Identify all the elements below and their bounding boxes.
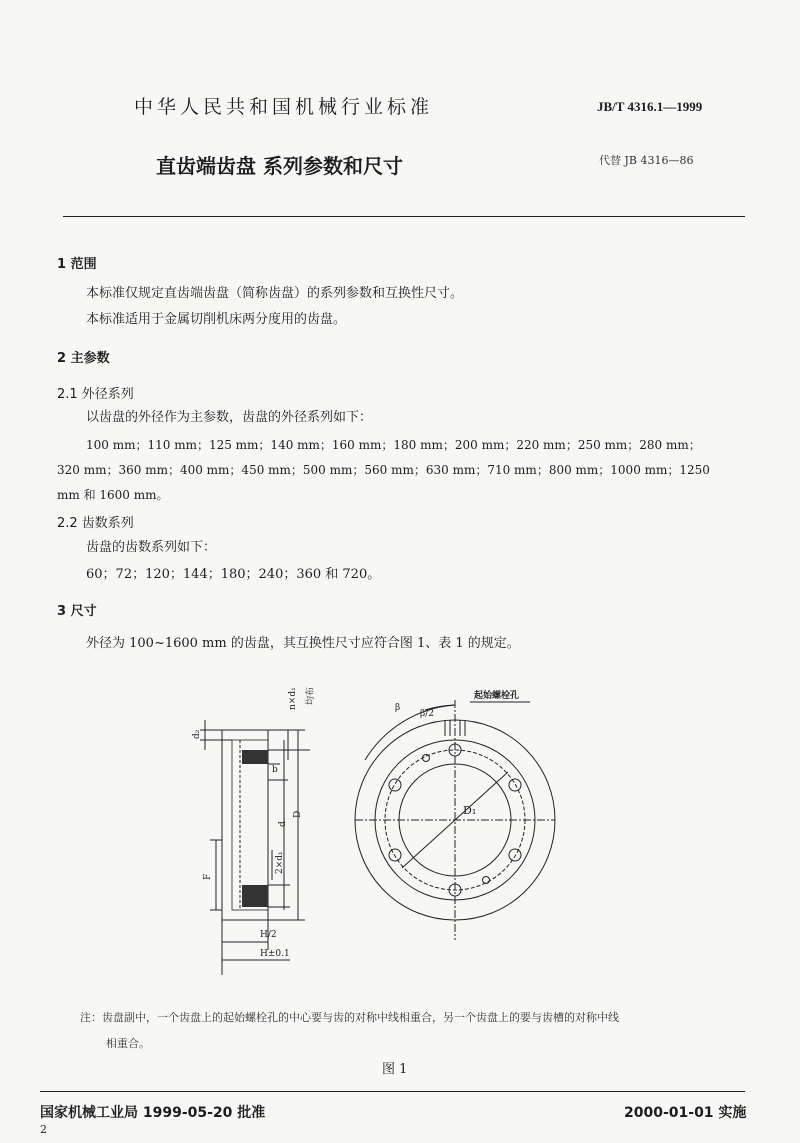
page-number: 2	[40, 1123, 47, 1136]
section-view	[200, 720, 310, 975]
label-d2: d₂	[192, 729, 202, 739]
label-b: b	[272, 765, 278, 775]
section-2-1-paragraph: 以齿盘的外径作为主参数，齿盘的外径系列如下：	[86, 410, 373, 425]
label-2-x-d1: 2×d₁	[275, 851, 285, 874]
figure-caption: 图 1	[382, 1062, 408, 1077]
note-line-1: 注：齿盘副中，一个齿盘上的起始螺栓孔的中心要与齿的对称中线相重合，另一个齿盘上的要与齿槽的对称中线	[80, 1011, 619, 1024]
section-1-title: 1 范围	[57, 257, 97, 272]
section-2-2-title: 2.2 齿数系列	[57, 516, 134, 531]
standard-number: JB/T 4316.1—1999	[597, 99, 703, 114]
section-1-paragraph-2: 本标准适用于金属切削机床两分度用的齿盘。	[86, 312, 347, 327]
section-3-title: 3 尺寸	[57, 604, 97, 619]
approval-statement: 国家机械工业局 1999-05-20 批准	[40, 1105, 266, 1121]
label-H-tolerance: H±0.1	[260, 949, 290, 959]
figure-note	[80, 1005, 760, 1057]
label-D: D	[293, 810, 303, 818]
tooth-count-series: 60；72；120；144；180；240；360 和 720。	[86, 567, 381, 582]
footer-rule	[40, 1091, 745, 1092]
section-2-1-title: 2.1 外径系列	[57, 387, 134, 402]
diameter-series-line-2: 320 mm；360 mm；400 mm；450 mm；500 mm；560 mm；630 mm；710 mm；800 mm；1000 mm；1250	[57, 463, 710, 477]
label-d: d	[278, 821, 288, 827]
plan-view	[355, 700, 555, 940]
label-beta-half: β/2	[420, 709, 434, 719]
publisher-title: 中华人民共和国机械行业标准	[134, 96, 434, 118]
section-2-2-paragraph: 齿盘的齿数系列如下：	[86, 540, 217, 555]
label-D1: D₁	[463, 804, 477, 817]
note-line-2: 相重合。	[106, 1037, 150, 1050]
document-title: 直齿端齿盘 系列参数和尺寸	[156, 154, 403, 178]
label-n-x-d1: n×d₁	[288, 687, 298, 710]
diameter-series-line-3: mm 和 1600 mm。	[57, 488, 169, 502]
label-beta: β	[395, 703, 401, 713]
header-rule	[63, 216, 745, 217]
replaces-standard: 代替 JB 4316—86	[599, 154, 694, 167]
label-start-bolt-hole: 起始螺栓孔	[474, 691, 520, 701]
effective-date: 2000-01-01 实施	[624, 1105, 747, 1121]
diameter-series-line-1: 100 mm；110 mm；125 mm；140 mm；160 mm；180 mm；200 mm；220 mm；250 mm；280 mm；	[86, 438, 701, 452]
label-F: F	[203, 873, 213, 880]
section-3-paragraph: 外径为 100~1600 mm 的齿盘，其互换性尺寸应符合图 1、表 1 的规定。	[86, 636, 520, 651]
section-2-title: 2 主参数	[57, 351, 110, 366]
label-H-half: H/2	[260, 930, 277, 940]
figure-1-drawing	[180, 680, 600, 980]
section-1-paragraph-1: 本标准仅规定直齿端齿盘（简称齿盘）的系列参数和互换性尺寸。	[86, 286, 464, 301]
label-evenly-distributed: 均布	[306, 686, 316, 705]
